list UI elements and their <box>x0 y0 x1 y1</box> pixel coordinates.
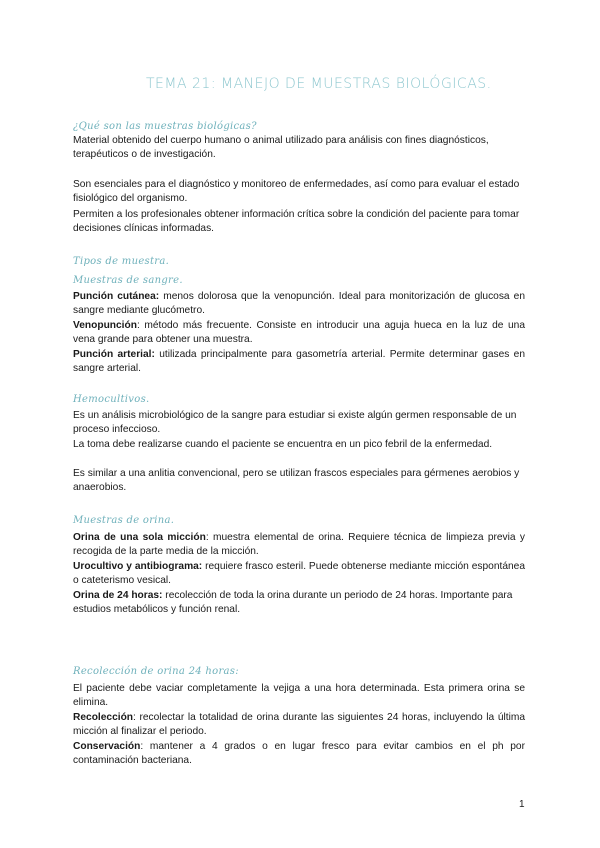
definition-text: : mantener a 4 grados o en lugar fresco para evitar cambios en el ph por contaminación bacteriana. <box>73 741 525 767</box>
definition-item <box>73 319 525 348</box>
definition-text: menos dolorosa que la venopunción. Ideal para monitorización de glucosa en sangre mediante glucómetro. <box>73 291 525 317</box>
definition-text: : recolectar la totalidad de orina durante las siguientes 24 horas, incluyendo la última micción al finalizar el periodo. <box>73 712 525 738</box>
page-number: 1 <box>519 799 525 810</box>
definition-term: Conservación <box>73 741 141 752</box>
definition-item <box>73 531 525 560</box>
definition-text: utilizada principalmente para gasometría arterial. Permite determinar gases en sangre arterial. <box>73 349 525 375</box>
paragraph: Es similar a una anlitia convencional, pero se utilizan frascos especiales para gérmenes aerobios y anaerobios. <box>73 468 520 494</box>
definition-term: Orina de 24 horas: <box>73 590 163 601</box>
definition-term: Punción cutánea: <box>73 291 160 302</box>
definition-term: Venopunción <box>73 320 137 331</box>
definition-text: recolección de toda la orina durante un periodo de 24 horas. Importante para estudios metabólicos y función renal. <box>73 590 513 616</box>
definition-text: requiere frasco esteril. Puede obtenerse mediante micción espontánea o cateterismo vesical. <box>73 561 525 587</box>
definition-term: Punción arterial: <box>73 349 155 360</box>
section-heading-types: Tipos de muestra. <box>73 256 170 267</box>
paragraph: Permiten a los profesionales obtener información crítica sobre la condición del paciente para tomar decisiones clínicas informadas. <box>73 209 520 235</box>
definition-term: Orina de una sola micción <box>73 532 206 543</box>
definition-item <box>73 560 525 589</box>
section-heading-what: ¿Qué son las muestras biológicas? <box>73 121 257 132</box>
paragraph: El paciente debe vaciar completamente la vejiga a una hora determinada. Esta primera orina se elimina. <box>73 683 525 709</box>
definition-text: : muestra elemental de orina. Requiere técnica de limpieza previa y recogida de la parte media de la micción. <box>73 532 525 558</box>
subheading-blood-cultures: Hemocultivos. <box>73 394 150 405</box>
paragraph: Material obtenido del cuerpo humano o animal utilizado para análisis con fines diagnósticos, terapéuticos o de investigación. <box>73 135 489 161</box>
page-title: TEMA 21: MANEJO DE MUESTRAS BIOLÓGICAS. <box>146 76 492 92</box>
definition-term: Recolección <box>73 712 134 723</box>
paragraph: Es un análisis microbiológico de la sangre para estudiar si existe algún germen responsable de un proceso infeccioso. <box>73 410 517 436</box>
paragraph: Son esenciales para el diagnóstico y monitoreo de enfermedades, así como para evaluar el estado fisiológico del organismo. <box>73 179 520 205</box>
definition-item <box>73 740 525 769</box>
subheading-blood: Muestras de sangre. <box>73 275 183 286</box>
subheading-urine: Muestras de orina. <box>73 515 175 526</box>
definition-item <box>73 290 525 319</box>
paragraph: La toma debe realizarse cuando el paciente se encuentra en un pico febril de la enfermedad. <box>73 439 493 450</box>
definition-item <box>73 589 525 618</box>
definition-text: : método más frecuente. Consiste en introducir una aguja hueca en la luz de una vena grande para obtener una muestra. <box>73 320 525 346</box>
definition-item <box>73 348 525 377</box>
subheading-24h-urine: Recolección de orina 24 horas: <box>73 666 239 677</box>
definition-item <box>73 711 525 740</box>
definition-term: Urocultivo y antibiograma: <box>73 561 203 572</box>
